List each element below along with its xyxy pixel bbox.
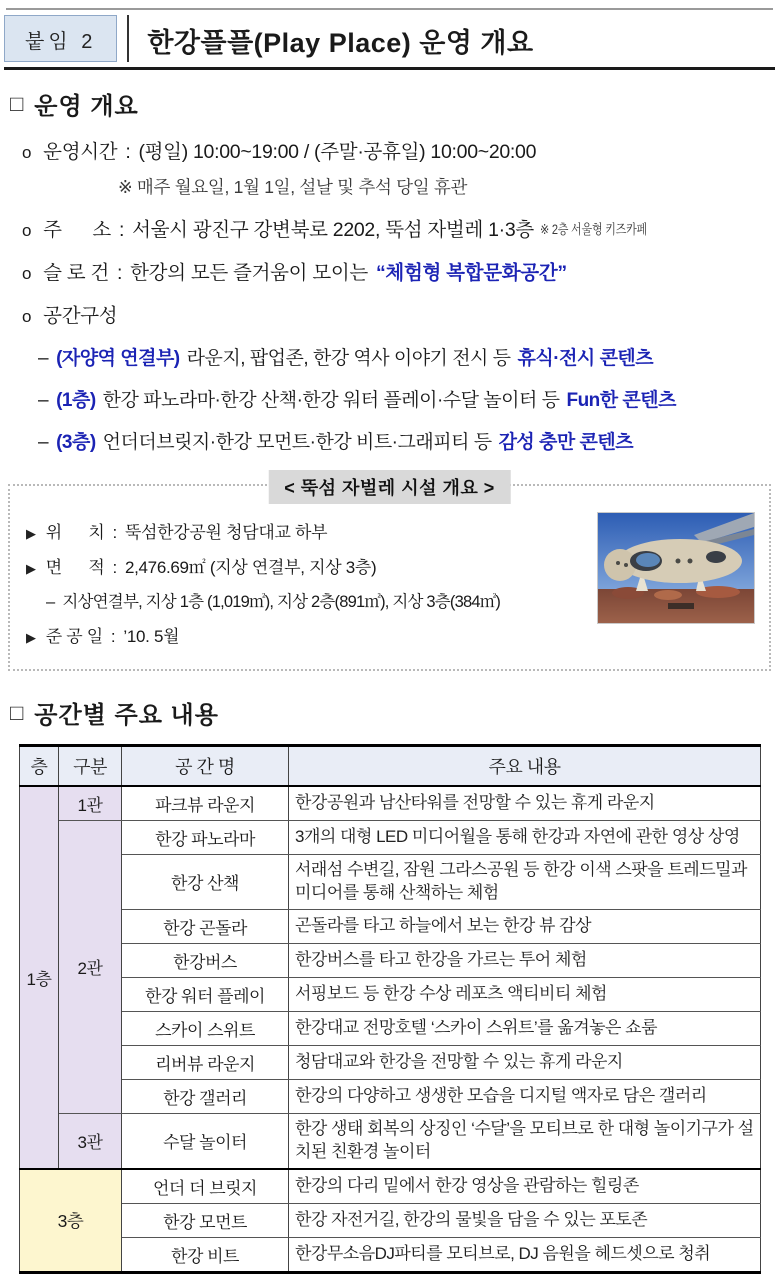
- space-name: 스카이 스위트: [122, 1011, 289, 1045]
- section-heading-spaces: [10, 695, 779, 730]
- table-row: [20, 786, 761, 821]
- facility-area-detail: [46, 588, 589, 612]
- space-name: 한강버스: [122, 943, 289, 977]
- area-label: 면 적: [45, 558, 105, 577]
- area-detail-value: 지상연결부, 지상 1층 (1,019㎡), 지상 2층(891㎡), 지상 3층(384㎡): [62, 593, 501, 611]
- space-name: 한강 워터 플레이: [122, 977, 289, 1011]
- circle-bullet-icon: o: [22, 143, 32, 162]
- col-header-content: 주요 내용: [289, 746, 761, 787]
- dash-bullet-icon: –: [38, 348, 49, 369]
- space-name: 언더 더 브릿지: [122, 1169, 289, 1204]
- page-title: 한강플플(Play Place) 운영 개요: [147, 28, 534, 58]
- facility-overview-box: [8, 478, 771, 671]
- table-row: [20, 1237, 761, 1272]
- table-row: [20, 1079, 761, 1113]
- floor-3-cell: 3층: [20, 1169, 122, 1273]
- section-title: 운영 개요: [34, 93, 139, 120]
- colon: :: [112, 523, 117, 542]
- item-suffix: 감성 충만 콘텐츠: [498, 432, 634, 453]
- space-name: 한강 갤러리: [122, 1079, 289, 1113]
- table-row: [20, 1011, 761, 1045]
- item-prefix: (3층): [56, 432, 96, 453]
- composition-item: [38, 343, 779, 370]
- space-content: 한강의 다양하고 생생한 모습을 디지털 액자로 담은 갤러리: [289, 1079, 761, 1113]
- space-content: 한강무소음DJ파티를 모티브로, DJ 음원을 헤드셋으로 청취: [289, 1237, 761, 1272]
- colon: :: [112, 558, 117, 577]
- location-value: 뚝섬한강공원 청담대교 하부: [124, 523, 328, 542]
- slogan-highlight: “체험형 복합문화공간”: [375, 262, 567, 284]
- top-rule: [6, 8, 773, 10]
- square-bullet-icon: □: [10, 699, 25, 725]
- facility-lines: [22, 510, 589, 657]
- hall-3-cell: 3관: [59, 1113, 122, 1168]
- colon: :: [118, 219, 125, 241]
- facility-completion-line: [26, 622, 589, 647]
- address-label: 주 소: [43, 219, 111, 241]
- space-content: 3개의 대형 LED 미디어월을 통해 한강과 자연에 관한 영상 상영: [289, 821, 761, 855]
- facility-area-line: [26, 553, 589, 578]
- colon: :: [110, 627, 116, 646]
- table-row: [20, 977, 761, 1011]
- space-content: 서래섬 수변길, 잠원 그라스공원 등 한강 이색 스팟을 트레드밀과 미디어를 통해 산책하는 체험: [289, 855, 761, 910]
- address-note: ※ 2층 서울형 키즈카페: [539, 222, 647, 237]
- circle-bullet-icon: o: [22, 307, 32, 326]
- hall-2-cell: 2관: [59, 821, 122, 1114]
- item-text: 언더더브릿지·한강 모먼트·한강 비트·그래피티 등: [102, 432, 492, 453]
- col-header-category: 구분: [59, 746, 122, 787]
- hours-line: [22, 136, 779, 164]
- space-content: 한강 자전거길, 한강의 물빛을 담을 수 있는 포토존: [289, 1203, 761, 1237]
- space-content: 한강대교 전망호텔 ‘스카이 스위트’를 옮겨놓은 쇼룸: [289, 1011, 761, 1045]
- space-name: 수달 놀이터: [122, 1113, 289, 1168]
- space-content: 서핑보드 등 한강 수상 레포츠 액티비티 체험: [289, 977, 761, 1011]
- hours-note: ※ 매주 월요일, 1월 1일, 설날 및 추석 당일 휴관: [118, 177, 468, 197]
- item-prefix: (자양역 연결부): [56, 348, 180, 369]
- dash-bullet-icon: –: [38, 432, 49, 453]
- section-title: 공간별 주요 내용: [34, 702, 219, 729]
- facility-location-line: [26, 518, 589, 543]
- composition-line: [22, 300, 779, 328]
- item-prefix: (1층): [56, 390, 96, 411]
- slogan-line: [22, 257, 779, 285]
- square-bullet-icon: □: [10, 90, 25, 116]
- slogan-label: 슬 로 건: [43, 262, 110, 284]
- table-row: [20, 1113, 761, 1168]
- space-content: 한강공원과 남산타워를 전망할 수 있는 휴게 라운지: [289, 786, 761, 821]
- item-suffix: 휴식·전시 콘텐츠: [517, 348, 654, 369]
- address-line: [22, 214, 779, 242]
- dash-bullet-icon: –: [46, 593, 55, 611]
- space-name: 한강 산책: [122, 855, 289, 910]
- space-content: 한강버스를 타고 한강을 가르는 투어 체험: [289, 943, 761, 977]
- composition-label: 공간구성: [43, 305, 118, 327]
- space-name: 한강 비트: [122, 1237, 289, 1272]
- hours-value: (평일) 10:00~19:00 / (주말·공휴일) 10:00~20:00: [138, 141, 537, 163]
- table-row: [20, 1045, 761, 1079]
- colon: :: [117, 262, 123, 284]
- composition-item: [38, 385, 779, 412]
- facility-box-title: < 뚝섬 자벌레 시설 개요 >: [268, 470, 511, 504]
- space-table: [19, 744, 761, 1274]
- space-content: 한강 생태 회복의 상징인 ‘수달’을 모티브로 한 대형 놀이기구가 설치된 친환경 놀이터: [289, 1113, 761, 1168]
- table-row: [20, 821, 761, 855]
- table-row: [20, 1169, 761, 1204]
- space-content: 곤돌라를 타고 하늘에서 보는 한강 뷰 감상: [289, 909, 761, 943]
- space-content: 청담대교와 한강을 전망할 수 있는 휴게 라운지: [289, 1045, 761, 1079]
- completion-label: 준 공 일: [45, 627, 103, 646]
- table-row: [20, 855, 761, 910]
- arrow-bullet-icon: ▶: [26, 561, 36, 576]
- address-value: 서울시 광진구 강변북로 2202, 뚝섬 자벌레 1·3층: [132, 219, 534, 241]
- circle-bullet-icon: o: [22, 221, 32, 240]
- document-header: [4, 15, 775, 70]
- space-name: 한강 모먼트: [122, 1203, 289, 1237]
- arrow-bullet-icon: ▶: [26, 630, 36, 645]
- colon: :: [125, 141, 131, 163]
- location-label: 위 치: [45, 523, 105, 542]
- hours-label: 운영시간: [43, 141, 118, 163]
- section-heading-operation: [10, 86, 779, 121]
- attachment-badge: 붙임 2: [4, 15, 117, 62]
- completion-value: ’10. 5월: [123, 627, 180, 646]
- col-header-floor: 층: [20, 746, 59, 787]
- item-suffix: Fun한 콘텐츠: [566, 390, 676, 411]
- space-name: 한강 곤돌라: [122, 909, 289, 943]
- space-name: 한강 파노라마: [122, 821, 289, 855]
- slogan-value: 한강의 모든 즐거움이 모이는: [130, 262, 368, 284]
- dash-bullet-icon: –: [38, 390, 49, 411]
- hall-1-cell: 1관: [59, 786, 122, 821]
- item-text: 한강 파노라마·한강 산책·한강 워터 플레이·수달 놀이터 등: [102, 390, 560, 411]
- table-row: [20, 943, 761, 977]
- composition-item: [38, 427, 779, 454]
- item-text: 라운지, 팝업존, 한강 역사 이야기 전시 등: [186, 348, 511, 369]
- col-header-space: 공 간 명: [122, 746, 289, 787]
- floor-1-cell: 1층: [20, 786, 59, 1169]
- space-name: 리버뷰 라운지: [122, 1045, 289, 1079]
- arrow-bullet-icon: ▶: [26, 526, 36, 541]
- table-row: [20, 909, 761, 943]
- area-value: 2,476.69㎡ (지상 연결부, 지상 3층): [124, 558, 377, 577]
- circle-bullet-icon: o: [22, 264, 32, 283]
- space-name: 파크뷰 라운지: [122, 786, 289, 821]
- table-header-row: [20, 746, 761, 787]
- facility-photo: [597, 512, 755, 624]
- space-content: 한강의 다리 밑에서 한강 영상을 관람하는 힐링존: [289, 1169, 761, 1204]
- table-row: [20, 1203, 761, 1237]
